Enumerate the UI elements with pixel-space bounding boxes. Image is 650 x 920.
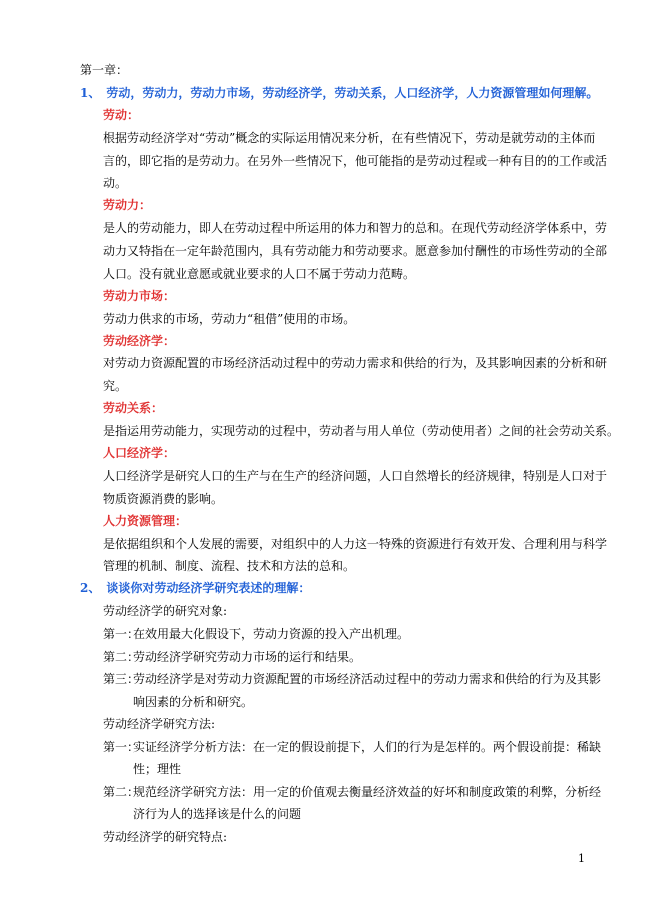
definition-line: 根据劳动经济学对“劳动”概念的实际运用情况来分析，在有些情况下，劳动是就劳动的主体而 [103, 131, 596, 145]
question-text: 劳动，劳动力，劳动力市场，劳动经济学，劳动关系，人口经济学，人力资源管理如何理解。 [106, 86, 599, 100]
definition-line: 人口经济学是研究人口的生产与在生产的经济问题，人口自然增长的经济规律，特别是人口对于 [103, 469, 608, 483]
term-population-economics: 人口经济学： [103, 446, 176, 460]
question-1 [80, 85, 598, 101]
method-item-label: 第一： [103, 740, 140, 754]
term-labor-economics: 劳动经济学： [103, 334, 176, 348]
object-item-label: 第三： [103, 672, 140, 686]
object-item-label: 第二： [103, 650, 140, 664]
question-number: 1、 [80, 86, 101, 100]
question-number: 2、 [80, 581, 101, 595]
object-item-text: 响因素的分析和研究。 [133, 695, 254, 709]
definition-line: 人口。没有就业意愿或就业要求的人口不属于劳动力范畴。 [103, 267, 416, 281]
object-item-text: 在效用最大化假设下，劳动力资源的投入产出机理。 [133, 627, 410, 641]
object-item-label: 第一： [103, 627, 140, 641]
term-labor: 劳动： [103, 108, 140, 122]
method-item-label: 第二： [103, 785, 140, 799]
definition-line: 是指运用劳动能力，实现劳动的过程中，劳动者与用人单位（劳动使用者）之间的社会劳动关系。 [103, 424, 620, 438]
term-labor-force: 劳动力： [103, 198, 152, 212]
definition-line: 物质资源消费的影响。 [103, 492, 224, 506]
definition-line: 对劳动力资源配置的市场经济活动过程中的劳动力需求和供给的行为，及其影响因素的分析和研 [103, 356, 608, 370]
object-item-text: 劳动经济学研究劳动力市场的运行和结果。 [133, 650, 362, 664]
term-labor-market: 劳动力市场： [103, 289, 176, 303]
definition-line: 是人的劳动能力，即人在劳动过程中所运用的体力和智力的总和。在现代劳动经济学体系中，劳 [103, 221, 608, 235]
definition-line: 管理的机制、制度、流程、技术和方法的总和。 [103, 559, 356, 573]
page-number: 1 [578, 852, 585, 865]
chapter-heading: 第一章： [80, 63, 129, 77]
method-item-text: 性；理性 [133, 762, 182, 776]
term-hr-management: 人力资源管理： [103, 514, 188, 528]
definition-line: 动力又特指在一定年龄范围内，具有劳动能力和劳动要求。愿意参加付酬性的市场性劳动的全部 [103, 244, 608, 258]
object-item-text: 劳动经济学是对劳动力资源配置的市场经济活动过程中的劳动力需求和供给的行为及其影 [133, 672, 602, 686]
definition-line: 是依据组织和个人发展的需要，对组织中的人力这一特殊的资源进行有效开发、合理利用与科学 [103, 537, 608, 551]
question-2 [80, 580, 310, 596]
definition-line: 劳动力供求的市场，劳动力“租借”使用的市场。 [103, 312, 356, 326]
question-text: 谈谈你对劳动经济学研究表述的理解： [106, 581, 311, 595]
method-item-text: 济行为人的选择该是什么的问题 [133, 807, 302, 821]
definition-line: 言的，即它指的是劳动力。在另外一些情况下，他可能指的是劳动过程或一种有目的的工作或活 [103, 154, 608, 168]
method-item-text: 规范经济学研究方法：用一定的价值观去衡量经济效益的好坏和制度政策的利弊，分析经 [133, 785, 602, 799]
research-method-heading: 劳动经济学研究方法: [103, 717, 216, 731]
research-feature-heading: 劳动经济学的研究特点: [103, 830, 228, 844]
research-object-heading: 劳动经济学的研究对象: [103, 604, 228, 618]
definition-line: 究。 [103, 379, 128, 393]
definition-line: 动。 [103, 176, 128, 190]
term-labor-relations: 劳动关系： [103, 401, 164, 415]
method-item-text: 实证经济学分析方法：在一定的假设前提下，人们的行为是怎样的。两个假设前提：稀缺 [133, 740, 602, 754]
